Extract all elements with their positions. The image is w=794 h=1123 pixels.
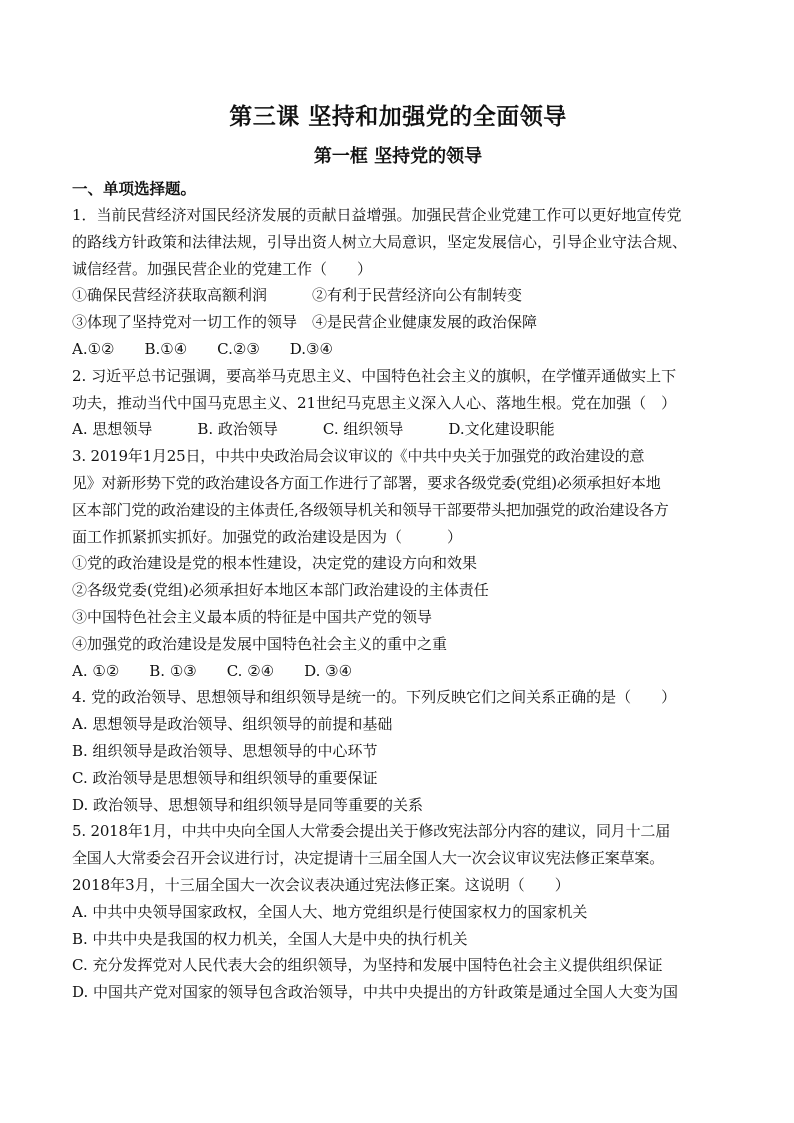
option-line: ③体现了坚持党对一切工作的领导 ④是民营企业健康发展的政治保障 [72,313,538,332]
text-line-q4: 4. 党的政治领导、思想领导和组织领导是统一的。下列反映它们之间关系正确的是（ ） [72,688,677,707]
answer-choices: A. 思想领导 B. 政治领导 C. 组织领导 D.文化建设职能 [72,420,555,439]
option-line: ②各级党委(党组)必须承担好本地区本部门政治建设的主体责任 [72,581,489,600]
text-line: 的路线方针政策和法律法规，引导出资人树立大局意识，坚定发展信心，引导企业守法合规、 [72,232,688,251]
option-line: ③中国特色社会主义最本质的特征是中国共产党的领导 [72,607,433,626]
answer-choices: A. ①② B. ①③ C. ②④ D. ③④ [72,661,353,680]
section-subtitle: 第一框 坚持党的领导 [313,146,483,167]
text-line: 面工作抓紧抓实抓好。加强党的政治建设是因为（ ） [72,527,463,546]
answer-choice-d: D. 政治领导、思想领导和组织领导是同等重要的关系 [72,795,424,814]
answer-choice-d: D. 中国共产党对国家的领导包含政治领导，中共中央提出的方针政策是通过全国人大变为国 [72,983,679,1002]
option-line: ④加强党的政治建设是发展中国特色社会主义的重中之重 [72,634,448,653]
answer-choice-b: B. 中共中央是我国的权力机关，全国人大是中央的执行机关 [72,929,468,948]
answer-choice-a: A. 中共中央领导国家政权，全国人大、地方党组织是行使国家权力的国家机关 [72,902,588,921]
text-line: 全国人大常委会召开会议进行讨，决定提请十三届全国人大一次会议审议宪法修正案草案。 [72,849,665,868]
text-line: 见》对新形势下党的政治建设各方面工作进行了部署，要求各级党委(党组)必须承担好本地 [72,473,661,492]
option-line: ①党的政治建设是党的根本性建设，决定党的建设方向和效果 [72,554,478,573]
text-line: 诚信经营。加强民营企业的党建工作（ ） [72,259,373,278]
text-line: 2018年3月，十三届全国大一次会议表决通过宪法修正案。这说明（ ） [72,875,570,894]
question-type-heading: 一、单项选择题。 [72,179,197,198]
answer-choice-b: B. 组织领导是政治领导、思想领导的中心环节 [72,741,378,760]
answer-choice-c: C. 政治领导是思想领导和组织领导的重要保证 [72,768,378,787]
answer-choice-a: A. 思想领导是政治领导、组织领导的前提和基础 [72,715,393,734]
text-line: 功夫，推动当代中国马克思主义、21世纪马克思主义深入人心、落地生根。党在加强（ ） [72,393,677,412]
lesson-title: 第三课 坚持和加强党的全面领导 [229,103,567,130]
option-line: ①确保民营经济获取高额利润 ②有利于民营经济向公有制转变 [72,286,523,305]
question-body [72,202,724,1006]
answer-choices: A.①② B.①④ C.②③ D.③④ [72,339,333,358]
text-line-q3: 3. 2019年1月25日，中共中央政治局会议审议的《中共中央关于加强党的政治建设的意 [72,447,645,466]
text-line-q2: 2. 习近平总书记强调，要高举马克思主义、中国特色社会主义的旗帜，在学懂弄通做实上下 [72,366,677,385]
text-line-q1: 1．当前民营经济对国民经济发展的贡献日益增强。加强民营企业党建工作可以更好地宣传党 [72,206,682,224]
text-line: 区本部门党的政治建设的主体责任,各级领导机关和领导干部要带头把加强党的政治建设各方 [72,500,669,519]
text-line-q5: 5. 2018年1月，中共中央向全国人大常委会提出关于修改宪法部分内容的建议，同月十二届 [72,822,671,841]
answer-choice-c: C. 充分发挥党对人民代表大会的组织领导，为坚持和发展中国特色社会主义提供组织保证 [72,956,663,975]
